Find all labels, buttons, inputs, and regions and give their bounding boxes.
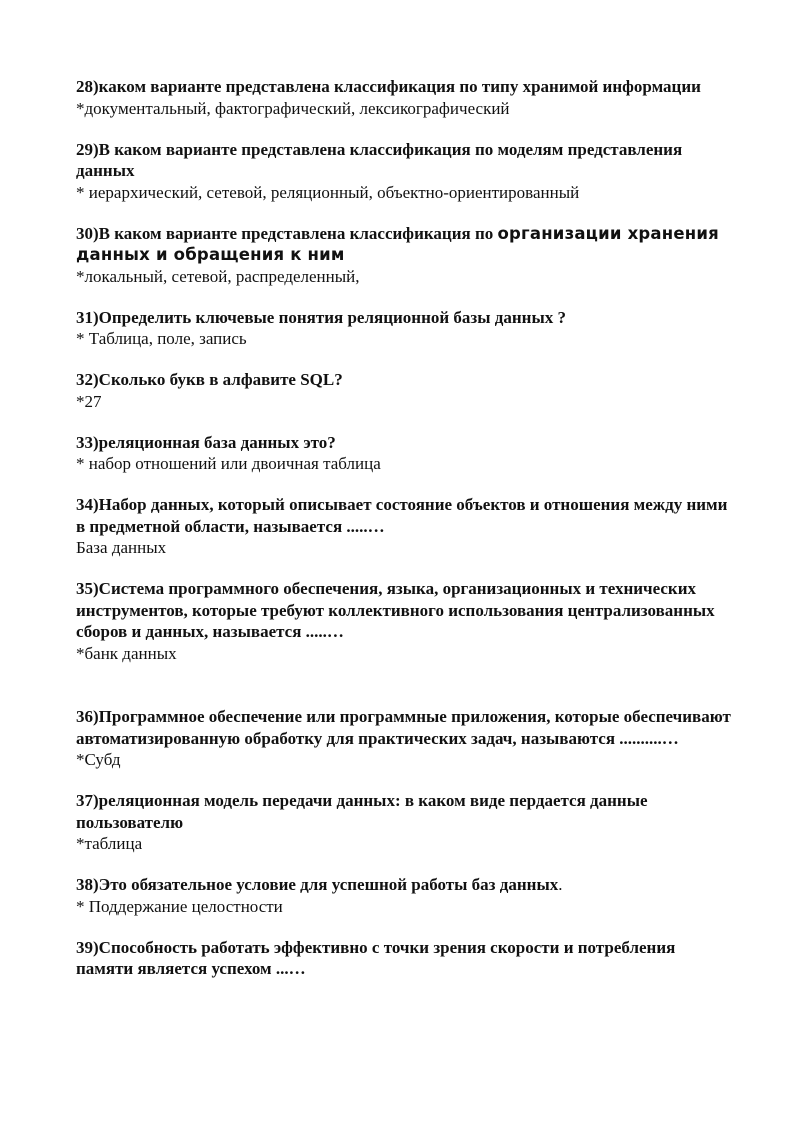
question-block-35: [76, 578, 736, 664]
question-text: 36)Программное обеспечение или программные приложения, которые обеспечивают автоматизированную обработку для практических задач, называются ..........…: [76, 707, 731, 748]
question-text-part: 30)В каком варианте представлена классификация по: [76, 223, 498, 243]
answer-text: *27: [76, 391, 102, 411]
answer-text: * Поддержание целостности: [76, 896, 283, 916]
question-text: 39)Способность работать эффективно с точки зрения скорости и потребления памяти является успехом ...…: [76, 937, 676, 978]
question-text: 32)Сколько букв в алфавите SQL?: [76, 370, 343, 389]
question-block-31: [76, 307, 736, 350]
question-block-28: [76, 76, 736, 119]
question-text: 31)Определить ключевые понятия реляционной базы данных ?: [76, 307, 566, 327]
question-block-37: [76, 790, 736, 855]
answer-text: *Субд: [76, 750, 121, 769]
question-text: [76, 874, 736, 896]
question-text: 29)В каком варианте представлена классификация по моделям представления данных: [76, 139, 683, 180]
document-page: [76, 76, 736, 999]
question-period: .: [558, 875, 563, 894]
question-text: 33)реляционная база данных это?: [76, 432, 336, 452]
answer-text: * иерархический, сетевой, реляционный, объектно-ориентированный: [76, 182, 580, 202]
question-text: 34)Набор данных, который описывает состояние объектов и отношения между ними в предметной области, называется .....…: [76, 495, 728, 536]
question-text-part: 38)Это обязательное условие для успешной работы баз данных: [76, 875, 559, 894]
question-block-39: [76, 937, 736, 980]
question-text: 37)реляционная модель передачи данных: в каком виде пердается данные пользователю: [76, 791, 648, 832]
question-text-emphasis: организации хранения данных и обращения к ним: [76, 223, 719, 264]
question-text: 28)каком варианте представлена классификация по типу хранимой информации: [76, 77, 701, 96]
question-block-36: [76, 706, 736, 771]
question-block-30: [76, 223, 736, 288]
answer-text: * набор отношений или двоичная таблица: [76, 454, 381, 473]
answer-text: *локальный, сетевой, распределенный,: [76, 266, 360, 286]
question-block-32: [76, 369, 736, 412]
answer-text: *банк данных: [76, 643, 177, 663]
question-text: [76, 223, 736, 266]
answer-text: База данных: [76, 538, 167, 557]
question-block-33: [76, 432, 736, 475]
answer-text: * Таблица, поле, запись: [76, 329, 247, 348]
answer-text: *документальный, фактографический, лексикографический: [76, 98, 510, 118]
question-block-38: [76, 874, 736, 917]
question-block-34: [76, 494, 736, 559]
answer-text: *таблица: [76, 834, 143, 853]
question-block-29: [76, 139, 736, 204]
question-text: 35)Система программного обеспечения, языка, организационных и технических инструментов, которые требуют коллективного использования централизованных сборов и данных, называется .....…: [76, 579, 715, 641]
